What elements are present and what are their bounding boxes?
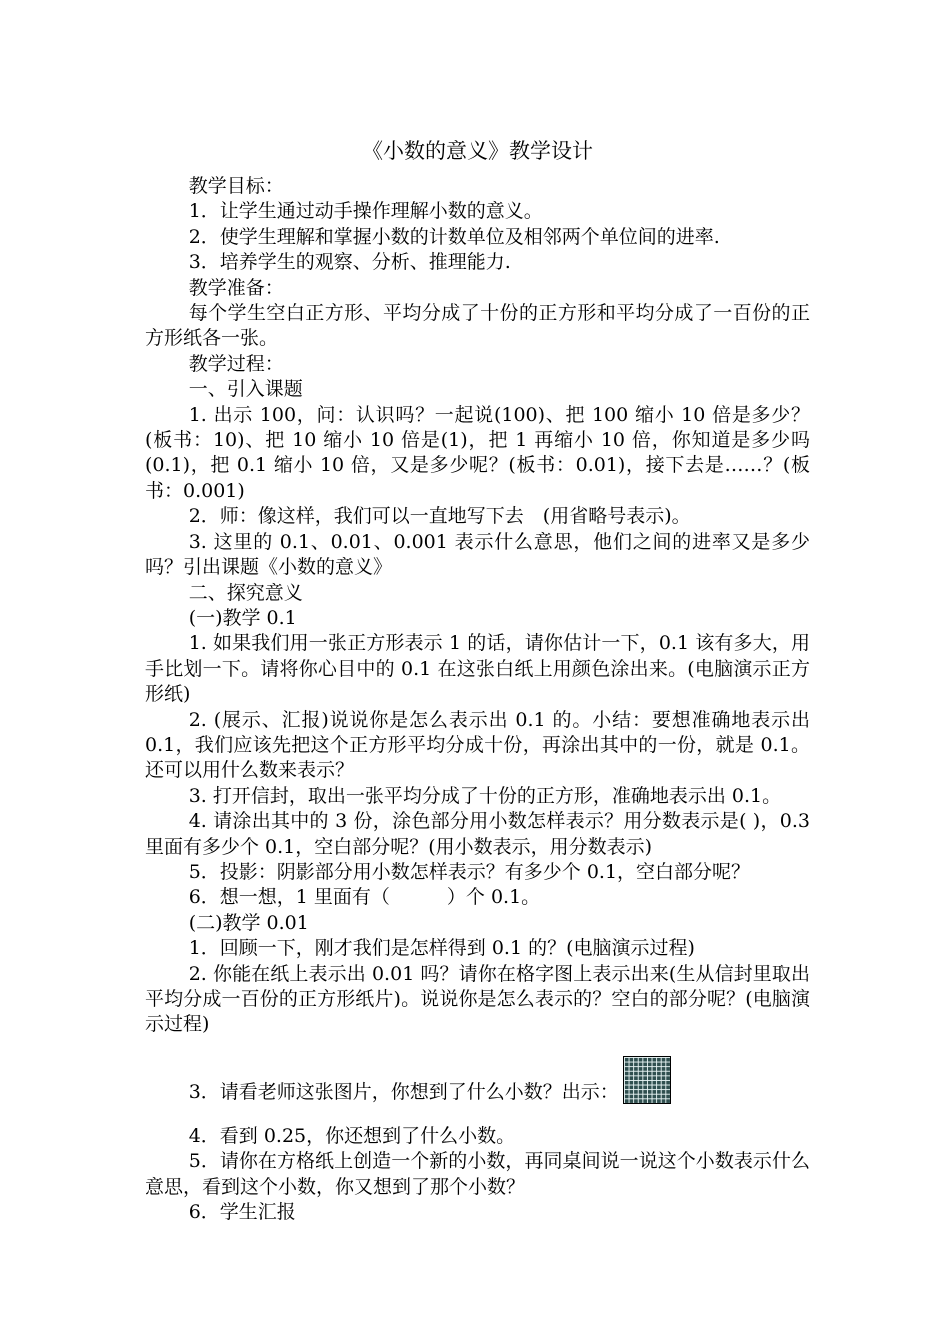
paragraph: 6．学生汇报 (188, 1201, 296, 1224)
paragraph: 教学准备： (188, 276, 284, 299)
paragraph: 5．请你在方格纸上创造一个新的小数，再同桌间说一说这个小数表示什么意思，看到这个小数，你又想到了那个小数？ (145, 1150, 810, 1198)
figure-line (145, 1056, 810, 1106)
figure-line-text: 3．请看老师这张图片，你想到了什么小数？出示： (188, 1081, 619, 1104)
hundred-grid-figure (623, 1056, 671, 1104)
paragraph: 1. 出示 100，问：认识吗？一起说(100)、把 100 缩小 10 倍是多少？(板书：10)、把 10 缩小 10 倍是(1)，把 1 再缩小 10 倍，你知道是多少吗(0.1)，把 0.1 缩小 10 倍，又是多少呢？(板书：0.01)，接下去是……？(板书：0.001) (145, 403, 810, 502)
paragraph-group-top (145, 174, 810, 1038)
paragraph: (二)教学 0.01 (188, 911, 309, 934)
paragraph-group-bottom (145, 1124, 810, 1226)
paragraph: 4. 请涂出其中的 3 份，涂色部分用小数怎样表示？用分数表示是( )，0.3 里面有多少个 0.1，空白部分呢？(用小数表示，用分数表示) (145, 810, 810, 858)
paragraph: 3．培养学生的观察、分析、推理能力. (188, 251, 511, 274)
paragraph: 6．想一想，1 里面有（ ）个 0.1。 (188, 886, 541, 909)
paragraph: 1．回顾一下，刚才我们是怎样得到 0.1 的？(电脑演示过程) (188, 937, 695, 960)
paragraph: 2. 你能在纸上表示出 0.01 吗？请你在格字图上表示出来(生从信封里取出平均分成一百份的正方形纸片)。说说你是怎么表示的？空白的部分呢？(电脑演示过程) (145, 962, 810, 1036)
paragraph: 1. 如果我们用一张正方形表示 1 的话，请你估计一下，0.1 该有多大，用手比划一下。请将你心目中的 0.1 在这张白纸上用颜色涂出来。(电脑演示正方形纸) (145, 632, 810, 706)
document-body (145, 133, 810, 1225)
paragraph: (一)教学 0.1 (188, 606, 297, 629)
paragraph: 1．让学生通过动手操作理解小数的意义。 (188, 200, 543, 223)
paragraph: 2．师：像这样，我们可以一直地写下去 (用省略号表示)。 (188, 505, 691, 528)
paragraph: 3. 这里的 0.1、0.01、0.001 表示什么意思，他们之间的进率又是多少吗？引出课题《小数的意义》 (145, 530, 810, 579)
paragraph: 二、探究意义 (188, 581, 303, 604)
paragraph: 4．看到 0.25，你还想到了什么小数。 (188, 1124, 516, 1147)
paragraph: 3. 打开信封，取出一张平均分成了十份的正方形，准确地表示出 0.1。 (188, 784, 782, 807)
paragraph: 教学过程： (188, 352, 284, 375)
paragraph: 5．投影：阴影部分用小数怎样表示？有多少个 0.1，空白部分呢？ (188, 860, 751, 883)
paragraph: 每个学生空白正方形、平均分成了十份的正方形和平均分成了一百份的正方形纸各一张。 (145, 302, 810, 350)
paragraph: 一、引入课题 (188, 378, 303, 401)
document-title: 《小数的意义》教学设计 (362, 139, 593, 163)
paragraph: 2. (展示、汇报)说说你是怎么表示出 0.1 的。小结：要想准确地表示出 0.1，我们应该先把这个正方形平均分成十份，再涂出其中的一份，就是 0.1。还可以用什么数来表示？ (145, 708, 810, 782)
paragraph: 2．使学生理解和掌握小数的计数单位及相邻两个单位间的进率. (188, 225, 720, 248)
paragraph: 教学目标： (188, 175, 284, 197)
